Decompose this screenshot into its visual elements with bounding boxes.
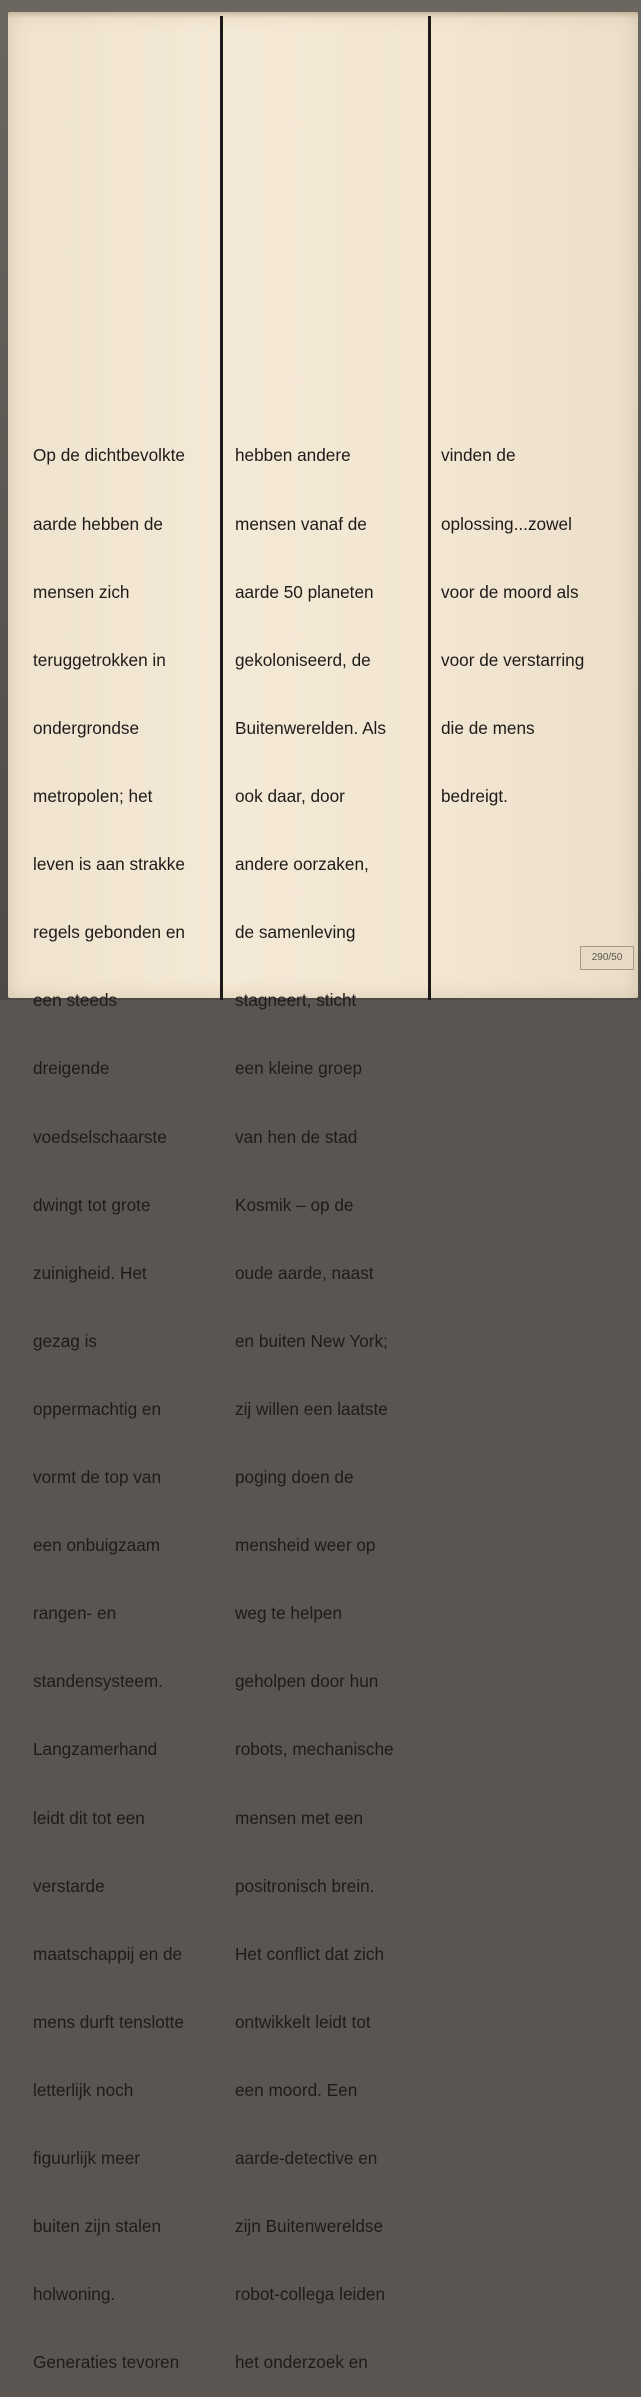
blurb-line: ontwikkelt leidt tot <box>235 2011 371 2032</box>
blurb-line: van hen de stad <box>235 1126 358 1147</box>
blurb-line: vormt de top van <box>33 1467 162 1488</box>
column-divider-left <box>220 16 223 1000</box>
blurb-line: voedselschaarste <box>33 1126 167 1147</box>
blurb-line: Langzamerhand <box>33 1739 158 1760</box>
blurb-line: zij willen een laatste <box>235 1398 388 1419</box>
blurb-line: oppermachtig en <box>33 1398 162 1419</box>
blurb-line: een onbuigzaam <box>33 1535 161 1556</box>
blurb-line: positronisch brein. <box>235 1875 375 1896</box>
blurb-line: mens durft tenslotte <box>33 2011 184 2032</box>
blurb-line: mensen vanaf de <box>235 513 367 534</box>
blurb-line: en buiten New York; <box>235 1330 388 1351</box>
blurb-line: bedreigt. <box>441 785 508 806</box>
blurb-line: een steeds <box>33 990 118 1011</box>
blurb-line: robots, mechanische <box>235 1739 394 1760</box>
blurb-line: verstarde <box>33 1875 105 1896</box>
blurb-line: mensen zich <box>33 581 130 602</box>
blurb-line: die de mens <box>441 717 535 738</box>
blurb-line: letterlijk noch <box>33 2080 134 2101</box>
blurb-line: ondergrondse <box>33 717 140 738</box>
blurb-line: Het conflict dat zich <box>235 1943 385 1964</box>
blurb-line: voor de verstarring <box>441 649 585 670</box>
blurb-line: gekoloniseerd, de <box>235 649 371 670</box>
blurb-line: de samenleving <box>235 922 356 943</box>
blurb-line: weg te helpen <box>235 1603 343 1624</box>
blurb-line: Buitenwerelden. Als <box>235 717 386 738</box>
blurb-column-1 <box>33 399 215 2397</box>
blurb-line: voor de moord als <box>441 581 579 602</box>
blurb-line: rangen- en <box>33 1603 117 1624</box>
blurb-line: mensheid weer op <box>235 1535 376 1556</box>
blurb-line: leven is aan strakke <box>33 854 185 875</box>
blurb-line: teruggetrokken in <box>33 649 166 670</box>
blurb-line: een moord. Een <box>235 2080 358 2101</box>
blurb-line: maatschappij en de <box>33 1943 183 1964</box>
blurb-line: aarde hebben de <box>33 513 163 534</box>
blurb-line: leidt dit tot een <box>33 1807 145 1828</box>
blurb-line: mensen met een <box>235 1807 364 1828</box>
cover-top-edge <box>8 12 638 18</box>
blurb-line: robot-collega leiden <box>235 2284 386 2305</box>
blurb-line: buiten zijn stalen <box>33 2216 162 2237</box>
blurb-line: aarde 50 planeten <box>235 581 374 602</box>
blurb-line: regels gebonden en <box>33 922 185 943</box>
blurb-line: standensysteem. <box>33 1671 163 1692</box>
blurb-line: een kleine groep <box>235 1058 363 1079</box>
price-sticker: 290/50 <box>580 946 634 970</box>
blurb-column-3 <box>441 399 631 830</box>
blurb-line: Kosmik – op de <box>235 1194 354 1215</box>
blurb-line: hebben andere <box>235 445 351 466</box>
blurb-line: figuurlijk meer <box>33 2148 140 2169</box>
blurb-line: ook daar, door <box>235 785 345 806</box>
blurb-line: oude aarde, naast <box>235 1262 374 1283</box>
blurb-line: geholpen door hun <box>235 1671 379 1692</box>
blurb-line: poging doen de <box>235 1467 354 1488</box>
blurb-line: aarde-detective en <box>235 2148 378 2169</box>
blurb-column-2 <box>235 399 425 2397</box>
blurb-line: andere oorzaken, <box>235 854 369 875</box>
blurb-line: dwingt tot grote <box>33 1194 151 1215</box>
blurb-line: zijn Buitenwereldse <box>235 2216 384 2237</box>
blurb-line: het onderzoek en <box>235 2352 368 2373</box>
blurb-line: vinden de <box>441 445 516 466</box>
blurb-line: zuinigheid. Het <box>33 1262 147 1283</box>
blurb-line: oplossing...zowel <box>441 513 572 534</box>
blurb-line: Generaties tevoren <box>33 2352 180 2373</box>
blurb-line: stagneert, sticht <box>235 990 357 1011</box>
blurb-line: gezag is <box>33 1330 98 1351</box>
blurb-line: holwoning. <box>33 2284 116 2305</box>
blurb-line: dreigende <box>33 1058 110 1079</box>
column-divider-right <box>428 16 431 1000</box>
blurb-line: metropolen; het <box>33 785 153 806</box>
blurb-line: Op de dichtbevolkte <box>33 445 185 466</box>
